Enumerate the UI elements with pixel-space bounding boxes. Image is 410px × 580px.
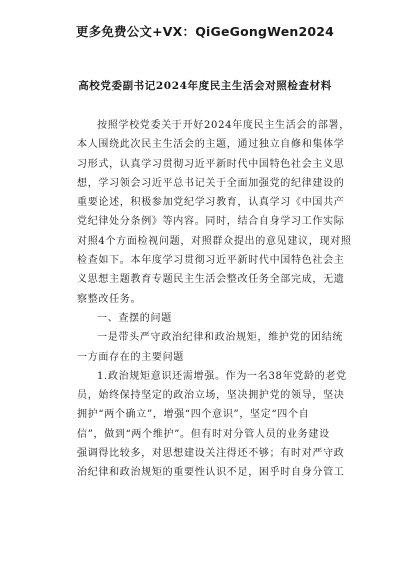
paragraph-line: 强调得比较多，对思想建设关注得还不够；有时对严守政 [77,448,345,460]
subsection-heading: 一是带头严守政治纪律和政治规矩，维护党的团结统 [97,332,344,344]
document-title: 高校党委副书记2024年度民主生活会对照检查材料 [78,80,332,92]
paragraph-line: 重要论述，积极参加党纪学习教育，认真学习《中国共产 [77,197,345,209]
paragraph-line: 1.政治规矩意识还需增强。作为一名38年党龄的老党 [97,370,347,382]
paragraph-line: 治纪律和政治规矩的重要性认识不足，困乎时自身分管工 [77,467,345,479]
paragraph-line: 按照学校党委关于开好2024年度民主生活会的部署， [97,120,350,131]
paragraph-line: 察整改任务。 [77,293,142,305]
paragraph-line: 信”，做到“两个维护”。但有时对分管人员的业务建设 [77,428,330,440]
paragraph-line: 本人围绕此次民主生活会的主题，通过独立自修和集体学 [77,139,345,151]
paragraph-line: 检查如下。本年度学习贯彻习近平新时代中国特色社会主 [77,255,345,267]
paragraph-line: 党纪律处分条例》等内容。同时，结合自身学习工作实际 [77,216,345,228]
paragraph-line: 习形式，认真学习贯彻习近平新时代中国特色社会主义思 [77,158,345,170]
subsection-heading-continued: 一方面存在的主要问题 [77,351,184,363]
document-body [77,116,352,483]
paragraph-line: 拥护“两个确立”，增强“四个意识”，坚定“四个自 [77,409,310,421]
promo-banner: 更多免费公文+VX：QiGeGongWen2024 [75,24,335,39]
paragraph-line: 义思想主题教育专题民主生活会整改任务全部完成，无遗 [77,274,345,286]
paragraph-line: 员，始终保持坚定的政治立场，坚决拥护党的领导，坚决 [77,390,345,402]
paragraph-line: 想，学习领会习近平总书记关于全面加强党的纪律建设的 [77,177,345,189]
paragraph-line: 对照4个方面检视问题，对照群众提出的意见建议，现对照 [77,235,352,247]
section-heading: 一、查摆的问题 [97,312,172,324]
